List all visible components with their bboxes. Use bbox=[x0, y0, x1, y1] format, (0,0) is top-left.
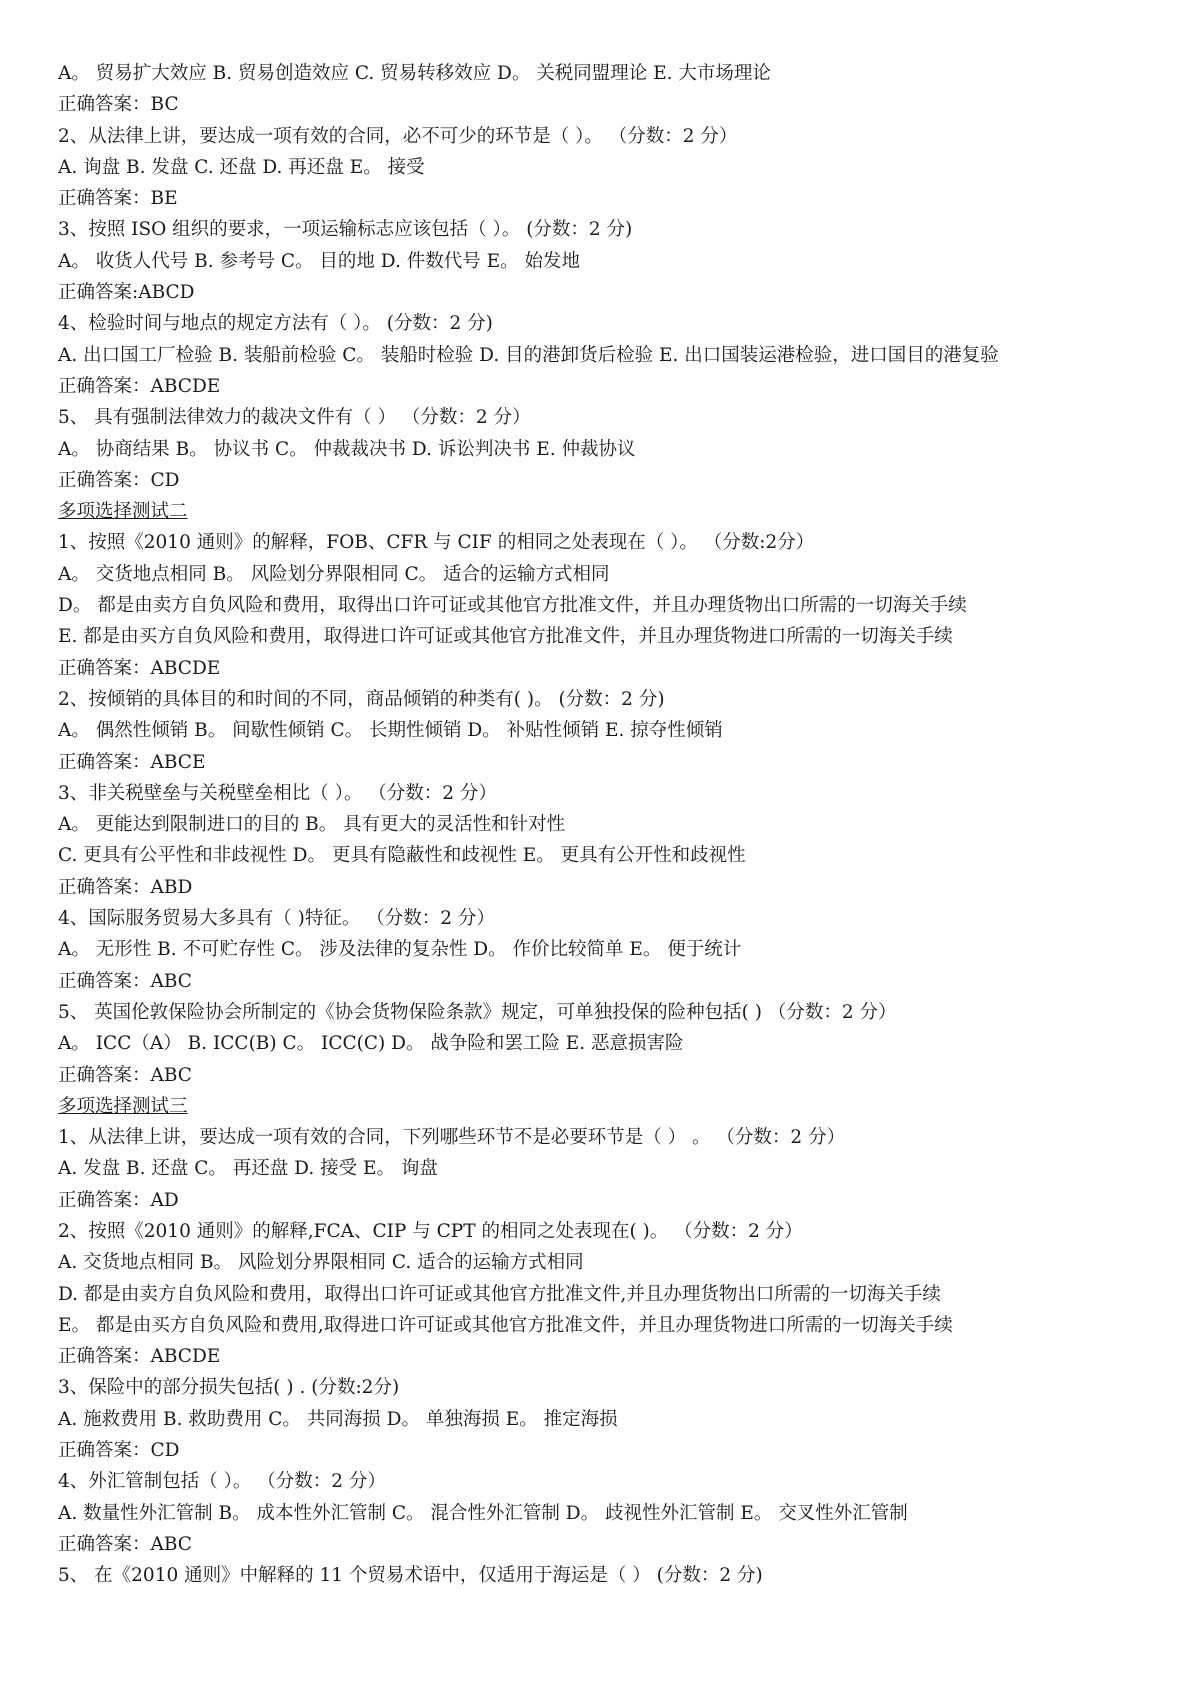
answer-options: A. 询盘 B. 发盘 C. 还盘 D. 再还盘 E。 接受 bbox=[58, 156, 425, 178]
question-text: 5、 具有强制法律效力的裁决文件有（ ） （分数：2 分） bbox=[58, 407, 531, 429]
question-text: 3、按照 ISO 组织的要求，一项运输标志应该包括（ ）。 (分数：2 分) bbox=[58, 219, 633, 241]
answer-options: A。 交货地点相同 B。 风险划分界限相同 C。 适合的运输方式相同 bbox=[58, 563, 610, 585]
correct-answer: 正确答案：ABC bbox=[58, 970, 192, 992]
question-text: 2、按倾销的具体目的和时间的不同，商品倾销的种类有( )。 (分数：2 分) bbox=[58, 688, 665, 710]
answer-options: A。 收货人代号 B. 参考号 C。 目的地 D. 件数代号 E。 始发地 bbox=[58, 250, 580, 272]
question-text: 2、从法律上讲，要达成一项有效的合同，必不可少的环节是（ ）。 （分数：2 分） bbox=[58, 125, 738, 147]
correct-answer: 正确答案：ABC bbox=[58, 1533, 192, 1555]
question-text: 3、保险中的部分损失包括( ) . (分数:2分) bbox=[58, 1377, 400, 1399]
correct-answer: 正确答案：ABCDE bbox=[58, 1346, 221, 1368]
correct-answer: 正确答案：CD bbox=[58, 469, 180, 491]
answer-options: A. 发盘 B. 还盘 C。 再还盘 D. 接受 E。 询盘 bbox=[58, 1158, 438, 1180]
correct-answer: 正确答案：BC bbox=[58, 94, 179, 116]
question-text: 5、 在《2010 通则》中解释的 11 个贸易术语中，仅适用于海运是（ ） (分数：2 分) bbox=[58, 1565, 763, 1587]
answer-options: E. 都是由买方自负风险和费用，取得进口许可证或其他官方批准文件，并且办理货物进口所需的一切海关手续 bbox=[58, 626, 953, 648]
answer-options: A。 协商结果 B。 协议书 C。 仲裁裁决书 D. 诉讼判决书 E. 仲裁协议 bbox=[58, 438, 636, 460]
correct-answer: 正确答案：BE bbox=[58, 188, 178, 210]
question-text: 5、 英国伦敦保险协会所制定的《协会货物保险条款》规定，可单独投保的险种包括( ) （分数：2 分） bbox=[58, 1001, 897, 1023]
section-heading: 多项选择测试三 bbox=[58, 1095, 188, 1117]
answer-options: A. 出口国工厂检验 B. 装船前检验 C。 装船时检验 D. 目的港卸货后检验 E. 出口国装运港检验，进口国目的港复验 bbox=[58, 344, 999, 366]
answer-options: E。 都是由买方自负风险和费用,取得进口许可证或其他官方批准文件，并且办理货物进口所需的一切海关手续 bbox=[58, 1314, 953, 1336]
correct-answer: 正确答案：ABCDE bbox=[58, 657, 221, 679]
question-text: 4、外汇管制包括（ ）。 （分数：2 分） bbox=[58, 1471, 386, 1493]
correct-answer: 正确答案：ABCE bbox=[58, 751, 206, 773]
answer-options: D. 都是由卖方自负风险和费用，取得出口许可证或其他官方批准文件,并且办理货物出口所需的一切海关手续 bbox=[58, 1283, 941, 1305]
question-text: 1、从法律上讲，要达成一项有效的合同，下列哪些环节不是必要环节是（ ） 。 （分数：2 分） bbox=[58, 1127, 846, 1149]
correct-answer: 正确答案：AD bbox=[58, 1189, 179, 1211]
answer-options: A。 更能达到限制进口的目的 B。 具有更大的灵活性和针对性 bbox=[58, 814, 566, 836]
question-text: 2、按照《2010 通则》的解释,FCA、CIP 与 CPT 的相同之处表现在( )。 （分数：2 分） bbox=[58, 1220, 803, 1242]
correct-answer: 正确答案：ABCDE bbox=[58, 375, 221, 397]
correct-answer: 正确答案:ABCD bbox=[58, 282, 195, 304]
question-text: 4、检验时间与地点的规定方法有（ ）。 (分数：2 分) bbox=[58, 313, 493, 335]
answer-options: A。 贸易扩大效应 B. 贸易创造效应 C. 贸易转移效应 D。 关税同盟理论 E. 大市场理论 bbox=[58, 63, 771, 84]
answer-options: A. 数量性外汇管制 B。 成本性外汇管制 C。 混合性外汇管制 D。 歧视性外汇管制 E。 交叉性外汇管制 bbox=[58, 1502, 908, 1524]
correct-answer: 正确答案：ABC bbox=[58, 1064, 192, 1086]
question-text: 3、非关税壁垒与关税壁垒相比（ ）。 （分数：2 分） bbox=[58, 782, 497, 804]
section-heading: 多项选择测试二 bbox=[58, 501, 188, 523]
answer-options: A. 交货地点相同 B。 风险划分界限相同 C. 适合的运输方式相同 bbox=[58, 1252, 584, 1274]
answer-options: D。 都是由卖方自负风险和费用，取得出口许可证或其他官方批准文件，并且办理货物出口所需的一切海关手续 bbox=[58, 595, 967, 617]
answer-options: C. 更具有公平性和非歧视性 D。 更具有隐蔽性和歧视性 E。 更具有公开性和歧视性 bbox=[58, 845, 746, 867]
answer-options: A。 偶然性倾销 B。 间歇性倾销 C。 长期性倾销 D。 补贴性倾销 E. 掠夺性倾销 bbox=[58, 720, 723, 742]
correct-answer: 正确答案：CD bbox=[58, 1440, 180, 1462]
answer-options: A. 施救费用 B. 救助费用 C。 共同海损 D。 单独海损 E。 推定海损 bbox=[58, 1408, 618, 1430]
question-text: 1、按照《2010 通则》的解释，FOB、CFR 与 CIF 的相同之处表现在（ ）。 （分数:2分） bbox=[58, 532, 815, 554]
answer-options: A。 ICC（A） B. ICC(B) C。 ICC(C) D。 战争险和罢工险 E. 恶意损害险 bbox=[58, 1033, 684, 1055]
question-text: 4、国际服务贸易大多具有（ )特征。 （分数：2 分） bbox=[58, 908, 495, 930]
correct-answer: 正确答案：ABD bbox=[58, 876, 193, 898]
answer-options: A。 无形性 B. 不可贮存性 C。 涉及法律的复杂性 D。 作价比较简单 E。 便于统计 bbox=[58, 939, 742, 961]
